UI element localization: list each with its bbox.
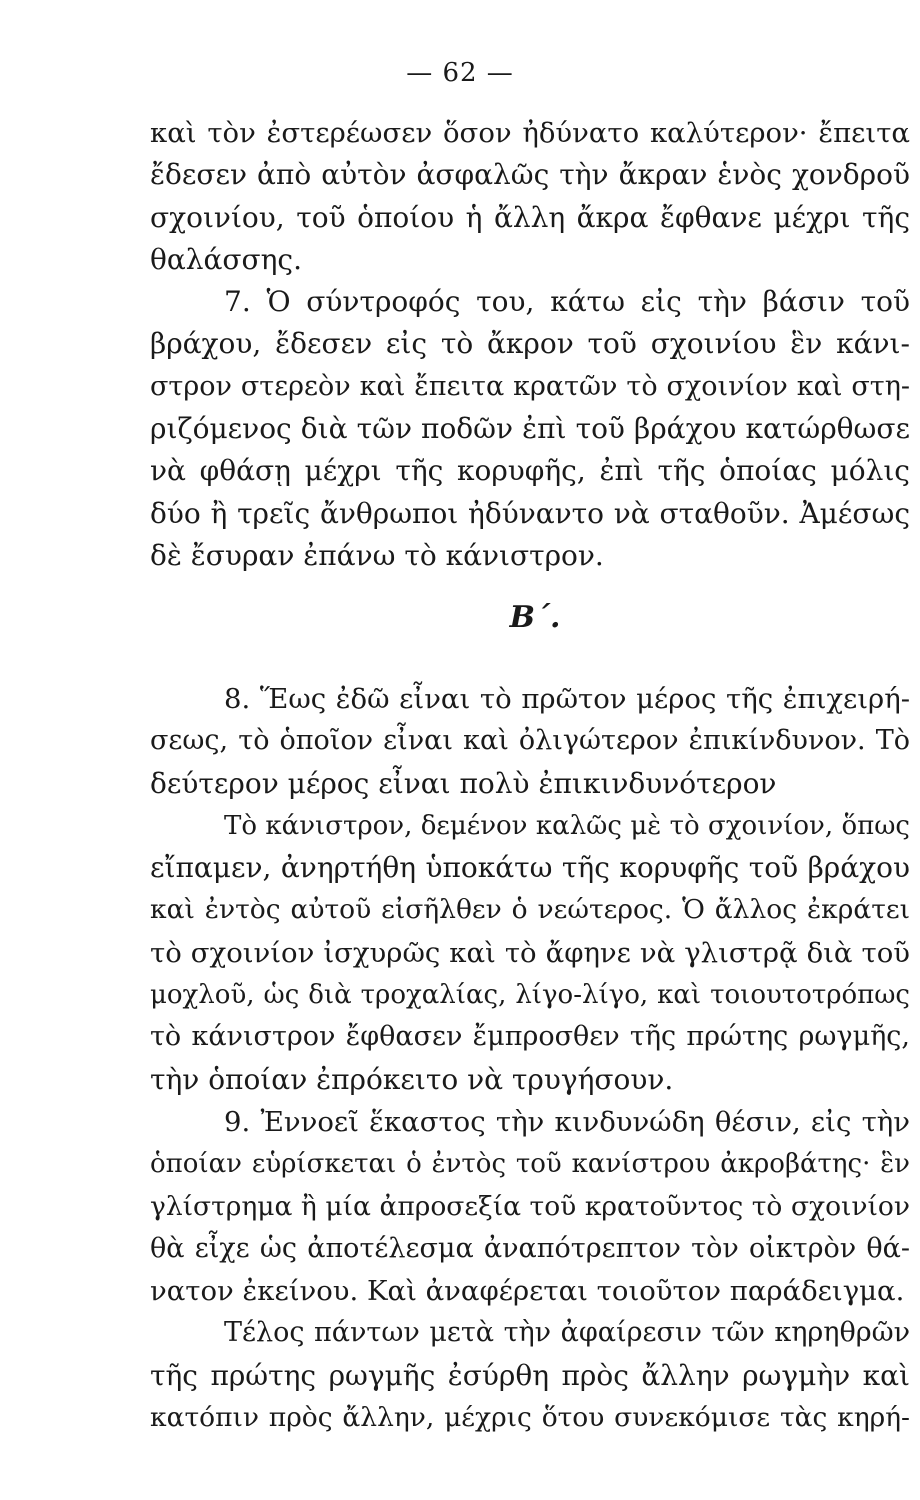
text-line: δεύτερον μέρος εἶναι πολὺ ἐπικινδυνότερον — [150, 766, 777, 800]
paragraph-start-line: 7. Ὁ σύντροφός του, κάτω εἰς τὴν βάσιν τοῦ — [224, 285, 910, 319]
text-line: τὸ σχοινίον ἰσχυρῶς καὶ τὸ ἄφηνε νὰ γλιστρᾷ διὰ τοῦ — [150, 936, 910, 969]
paragraph-start-line: 9. Ἐννοεῖ ἕκαστος τὴν κινδυνώδη θέσιν, εἰς τὴν — [224, 1105, 910, 1138]
text-line: τὴν ὁποίαν ἐπρόκειτο νὰ τρυγήσουν. — [150, 1062, 674, 1096]
text-line: κατόπιν πρὸς ἄλλην, μέχρις ὅτου συνεκόμισε τὰς κηρή- — [150, 1402, 910, 1434]
text-line: σχοινίου, τοῦ ὁποίου ἡ ἄλλη ἄκρα ἔφθανε μέχρι τῆς — [150, 200, 910, 234]
text-line: δύο ἢ τρεῖς ἄνθρωποι ἠδύναντο νὰ σταθοῦν. Ἀμέσως — [150, 496, 910, 530]
section-heading: Β΄. — [509, 600, 561, 635]
text-line: εἴπαμεν, ἀνηρτήθη ὑποκάτω τῆς κορυφῆς τοῦ βράχου — [150, 851, 910, 885]
text-line: θαλάσσης. — [150, 242, 303, 276]
page-number: — 62 — — [406, 58, 514, 88]
text-line: γλίστρημα ἢ μία ἀπροσεξία τοῦ κρατοῦντος τὸ σχοινίον — [150, 1190, 910, 1222]
text-line: τὸ κάνιστρον ἔφθασεν ἔμπροσθεν τῆς πρώτης ρωγμῆς, — [150, 1021, 910, 1053]
text-line: μοχλοῦ, ὡς διὰ τροχαλίας, λίγο-λίγο, καὶ τοιουτοτρόπως — [150, 980, 910, 1011]
text-line: ὁποίαν εὑρίσκεται ὁ ἐντὸς τοῦ κανίστρου ἀκροβάτης· ἓν — [150, 1149, 910, 1180]
text-line: νατον ἐκείνου. Καὶ ἀναφέρεται τοιοῦτον παράδειγμα. — [150, 1275, 905, 1308]
text-line: καὶ ἐντὸς αὐτοῦ εἰσῆλθεν ὁ νεώτερος. Ὁ ἄλλος ἐκράτει — [150, 894, 910, 926]
text-line: στρον στερεὸν καὶ ἔπειτα κρατῶν τὸ σχοινίον καὶ στη- — [150, 370, 910, 402]
text-line: σεως, τὸ ὁποῖον εἶναι καὶ ὀλιγώτερον ἐπικίνδυνον. Τὸ — [150, 725, 910, 757]
text-line: δὲ ἔσυραν ἐπάνω τὸ κάνιστρον. — [150, 538, 604, 572]
text-line: νὰ φθάσῃ μέχρι τῆς κορυφῆς, ἐπὶ τῆς ὁποίας μόλις — [150, 454, 910, 488]
text-line: τῆς πρώτης ρωγμῆς ἐσύρθη πρὸς ἄλλην ρωγμὴν καὶ — [150, 1358, 910, 1392]
text-line: θὰ εἶχε ὡς ἀποτέλεσμα ἀναπότρεπτον τὸν οἰκτρὸν θά- — [150, 1232, 910, 1264]
text-line: καὶ τὸν ἐστερέωσεν ὅσον ἠδύνατο καλύτερον· ἔπειτα — [150, 117, 910, 149]
text-block-top — [150, 112, 910, 577]
text-line: ριζόμενος διὰ τῶν ποδῶν ἐπὶ τοῦ βράχου κατώρθωσε — [150, 412, 910, 446]
paragraph-start-line: Τέλος πάντων μετὰ τὴν ἀφαίρεσιν τῶν κηρηθρῶν — [224, 1317, 910, 1349]
text-line: ἔδεσεν ἀπὸ αὐτὸν ἀσφαλῶς τὴν ἄκραν ἑνὸς χονδροῦ — [150, 158, 910, 192]
paragraph-start-line: 8. Ἕως ἐδῶ εἶναι τὸ πρῶτον μέρος τῆς ἐπιχειρή- — [224, 683, 910, 715]
text-line: βράχου, ἔδεσεν εἰς τὸ ἄκρον τοῦ σχοινίου ἓν κάνι- — [150, 327, 910, 361]
paragraph-start-line: Τὸ κάνιστρον, δεμένον καλῶς μὲ τὸ σχοινίον, ὅπως — [224, 810, 910, 841]
text-block-bottom — [150, 678, 910, 1439]
